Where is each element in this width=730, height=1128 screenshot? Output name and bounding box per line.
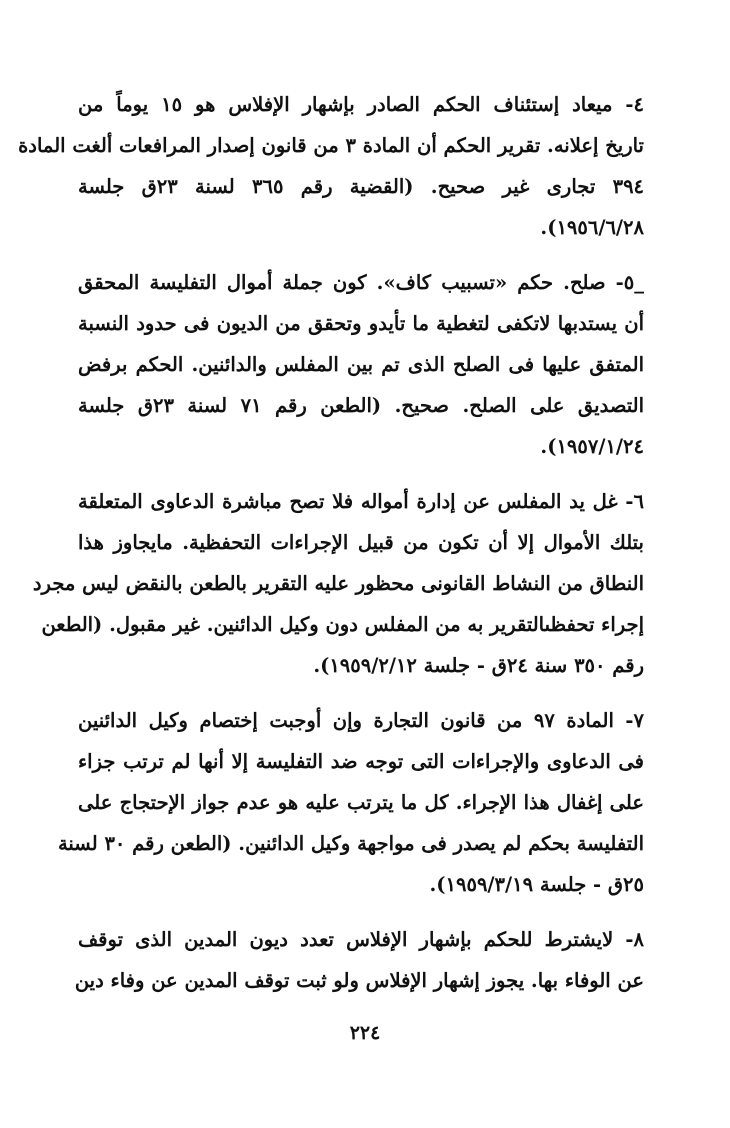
text-line: _٥- صلح. حكم «تسبيب كاف». كون جملة أموال التفليسة المحقق: [78, 271, 644, 294]
paragraph-gap: [78, 905, 644, 919]
text-line: ٧- المادة ٩٧ من قانون التجارة وإن أوجبت إختصام وكيل الدائنين: [78, 709, 644, 732]
paragraph-8: [74, 919, 644, 1001]
text-line: فى الدعاوى والإجراءات التى توجه ضد التفليسة إلا أنها لم ترتب جزاء: [78, 750, 644, 773]
page-number: ٢٢٤: [349, 1022, 381, 1044]
text-line: ٨- لايشترط للحكم بإشهار الإفلاس تعدد ديون المدين الذى توقف: [78, 928, 644, 951]
text-line: ٢٥ق - جلسة ١٩٥٩/٣/١٩).: [429, 873, 644, 896]
paragraph-6: [32, 481, 644, 686]
text-line: ٣٩٤ تجارى غير صحيح. (القضية رقم ٣٦٥ لسنة ٢٣ق جلسة: [78, 175, 645, 198]
text-line: المتفق عليها فى الصلح الذى تم بين المفلس والدائنين. الحكم برفض: [78, 353, 644, 376]
body-text: [18, 84, 645, 1001]
paragraph-7: [57, 700, 644, 905]
text-line: إجراء تحفظىالتقرير به من المفلس دون وكيل الدائنين. غير مقبول. (الطعن: [41, 613, 644, 636]
text-line: التفليسة بحكم لم يصدر فى مواجهة وكيل الدائنين. (الطعن رقم ٣٠ لسنة: [57, 832, 644, 855]
text-line: تاريخ إعلانه. تقرير الحكم أن المادة ٣ من قانون إصدار المرافعات ألغت المادة: [18, 134, 644, 157]
text-line: رقم ٣٥٠ سنة ٢٤ق - جلسة ١٩٥٩/٢/١٢).: [313, 654, 644, 677]
text-line: ١٩٥٦/٦/٢٨).: [540, 216, 644, 239]
paragraph-gap: [78, 248, 644, 262]
text-line: على إغفال هذا الإجراء. كل ما يترتب عليه هو عدم جواز الإحتجاج على: [78, 791, 644, 814]
text-line: النطاق من النشاط القانونى محظور عليه التقرير بالطعن بالنقض ليس مجرد: [32, 572, 644, 595]
text-line: ٤- ميعاد إستئناف الحكم الصادر بإشهار الإفلاس هو ١٥ يوماً من: [78, 93, 644, 116]
paragraph-5: [78, 262, 644, 467]
text-line: عن الوفاء بها. يجوز إشهار الإفلاس ولو ثبت توقف المدين عن وفاء دين: [74, 969, 644, 992]
text-line: بتلك الأموال إلا أن تكون من قبيل الإجراءات التحفظية. مايجاوز هذا: [78, 531, 644, 554]
text-line: ٦- غل يد المفلس عن إدارة أمواله فلا تصح مباشرة الدعاوى المتعلقة: [78, 490, 644, 513]
text-line: التصديق على الصلح. صحيح. (الطعن رقم ٧١ لسنة ٢٣ق جلسة: [78, 394, 644, 417]
text-line: ١٩٥٧/١/٢٤).: [540, 435, 644, 458]
paragraph-4: [18, 84, 645, 248]
paragraph-gap: [78, 467, 644, 481]
text-line: أن يستدبها لاتكفى لتغطية ما تأيدو وتحقق من الديون فى حدود النسبة: [78, 312, 644, 335]
paragraph-gap: [78, 686, 644, 700]
